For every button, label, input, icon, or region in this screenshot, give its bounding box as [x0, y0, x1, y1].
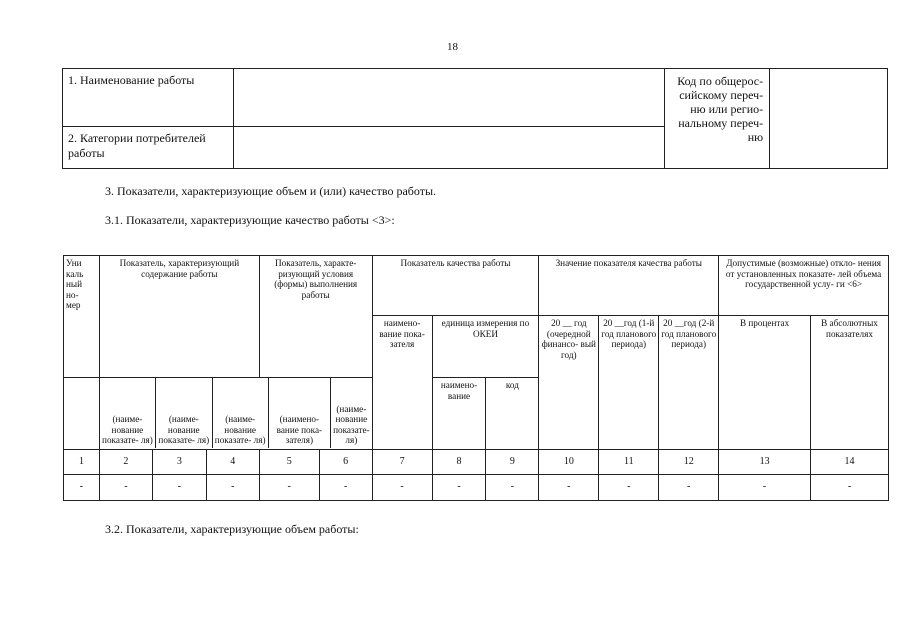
data-cell: - [372, 475, 432, 501]
unit-okei-header: единица измерения по ОКЕИ [432, 316, 539, 378]
data-cell: - [319, 475, 372, 501]
quality-value-header: Значение показателя качества работы [539, 256, 719, 316]
indicator-name-4: (наиме- нование показате- ля) [212, 378, 268, 448]
registry-code-label: Код по общерос- сийскому переч- ню или регио- нальному переч- ню [665, 69, 770, 169]
data-cell: - [719, 475, 811, 501]
col-number: 4 [206, 450, 259, 475]
conditions-indicator-header: Показатель, характе- ризующий условия (формы) выполнения работы [259, 256, 372, 378]
work-name-cell [233, 69, 664, 127]
data-cell: - [539, 475, 599, 501]
data-cell: - [259, 475, 319, 501]
col-number: 10 [539, 450, 599, 475]
unit-name-header: наимено- вание [432, 378, 486, 450]
data-cell: - [206, 475, 259, 501]
data-cell: - [152, 475, 206, 501]
data-cell: - [810, 475, 888, 501]
data-cell: - [64, 475, 100, 501]
section-3-title: 3. Показатели, характеризующие объем и (или) качество работы. [105, 184, 437, 198]
unique-number-spacer [64, 378, 100, 450]
data-cell: - [599, 475, 659, 501]
data-cell: - [659, 475, 719, 501]
indicator-name-3: (наиме- нование показате- ля) [155, 378, 212, 448]
data-row [64, 475, 889, 501]
unique-number-header: Уни каль ный но- мер [64, 256, 100, 378]
indicator-name-header: наимено- вание пока- зателя [372, 316, 432, 450]
section-3-1-title: 3.1. Показатели, характеризующие качество работы <3>: [105, 213, 395, 227]
col-number: 1 [64, 450, 100, 475]
indicator-name-5: (наимено- вание пока- зателя) [268, 378, 330, 448]
indicator-names-spacer [99, 378, 372, 450]
col-number: 7 [372, 450, 432, 475]
page-number: 18 [447, 41, 458, 53]
col-number: 11 [599, 450, 659, 475]
section-3-2-title: 3.2. Показатели, характеризующие объем работы: [105, 522, 359, 536]
col-number: 9 [486, 450, 539, 475]
work-header-table [62, 68, 888, 169]
data-cell: - [99, 475, 152, 501]
data-cell: - [486, 475, 539, 501]
col-number: 2 [99, 450, 152, 475]
deviation-absolute-header: В абсолютных показателях [810, 316, 888, 450]
data-cell: - [432, 475, 486, 501]
col-number: 6 [319, 450, 372, 475]
col-number: 14 [810, 450, 888, 475]
col-number: 3 [152, 450, 206, 475]
deviation-percent-header: В процентах [719, 316, 811, 450]
col-number: 8 [432, 450, 486, 475]
registry-code-cell [770, 69, 888, 169]
col-number: 5 [259, 450, 319, 475]
quality-indicators-table [63, 255, 889, 501]
consumer-categories-cell [233, 127, 664, 169]
indicator-name-6: (наиме- нование показате- ля) [333, 403, 370, 446]
year-plan2-header: 20 __год (2-й год планового периода) [659, 316, 719, 450]
unit-code-header: код [486, 378, 539, 450]
consumer-categories-label: 2. Категории потребителей работы [63, 127, 234, 169]
col-number: 13 [719, 450, 811, 475]
deviation-header: Допустимые (возможные) откло- нения от установленных показате- лей объема государственной услу- ги <6> [719, 256, 889, 316]
quality-indicator-header: Показатель качества работы [372, 256, 539, 316]
indicator-name-2: (наиме- нование показате- ля) [100, 378, 155, 448]
year-current-header: 20 __ год (очередной финансо- вый год) [539, 316, 599, 450]
column-numbers-row [64, 450, 889, 475]
year-plan1-header: 20 __год (1-й год планового периода) [599, 316, 659, 450]
content-indicator-header: Показатель, характеризующий содержание работы [99, 256, 259, 378]
work-name-label: 1. Наименование работы [63, 69, 234, 127]
col-number: 12 [659, 450, 719, 475]
